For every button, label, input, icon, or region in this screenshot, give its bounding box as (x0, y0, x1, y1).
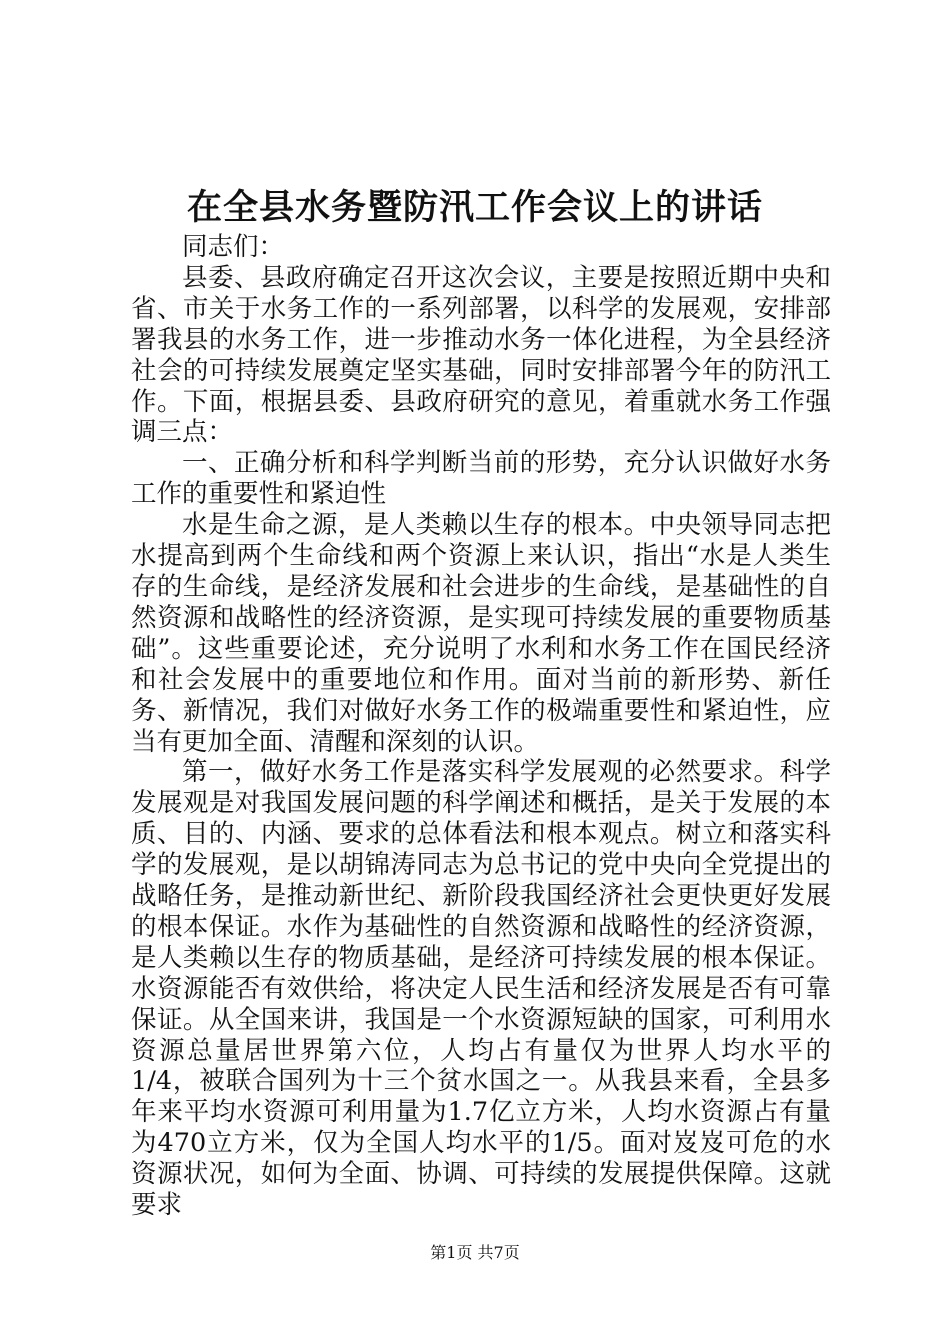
body-paragraph: 第一，做好水务工作是落实科学发展观的必然要求。科学发展观是对我国发展问题的科学阐述和概括，是关于发展的本质、目的、内涵、要求的总体看法和根本观点。树立和落实科学的发展观，是以胡锦涛同志为总书记的党中央向全党提出的战略任务，是推动新世纪、新阶段我国经济社会更快更好发展的根本保证。水作为基础性的自然资源和战略性的经济资源，是人类赖以生存的物质基础，是经济可持续发展的根本保证。水资源能否有效供给，将决定人民生活和经济发展是否有可靠保证。从全国来讲，我国是一个水资源短缺的国家，可利用水资源总量居世界第六位，人均占有量仅为世界人均水平的1/4，被联合国列为十三个贫水国之一。从我县来看，全县多年来平均水资源可利用量为1.7亿立方米，人均水资源占有量为470立方米，仅为全国人均水平的1/5。面对岌岌可危的水资源状况，如何为全面、协调、可持续的发展提供保障。这就要求 (131, 757, 831, 1221)
salutation-paragraph: 同志们： (182, 232, 285, 262)
body-paragraph: 水是生命之源，是人类赖以生存的根本。中央领导同志把水提高到两个生命线和两个资源上来认识，指出“水是人类生存的生命线，是经济发展和社会进步的生命线，是基础性的自然资源和战略性的经济资源，是实现可持续发展的重要物质基础”。这些重要论述，充分说明了水利和水务工作在国民经济和社会发展中的重要地位和作用。面对当前的新形势、新任务、新情况，我们对做好水务工作的极端重要性和紧迫性，应当有更加全面、清醒和深刻的认识。 (131, 510, 831, 757)
document-title: 在全县水务暨防汛工作会议上的讲话 (186, 187, 763, 228)
page-number-footer: 第1页 共7页 (430, 1243, 520, 1262)
document-body (131, 232, 831, 1221)
section-heading: 一、正确分析和科学判断当前的形势，充分认识做好水务工作的重要性和紧迫性 (131, 448, 831, 510)
body-paragraph: 县委、县政府确定召开这次会议，主要是按照近期中央和省、市关于水务工作的一系列部署，以科学的发展观，安排部署我县的水务工作，进一步推动水务一体化进程，为全县经济社会的可持续发展奠定坚实基础，同时安排部署今年的防汛工作。下面，根据县委、县政府研究的意见，着重就水务工作强调三点： (131, 262, 831, 448)
